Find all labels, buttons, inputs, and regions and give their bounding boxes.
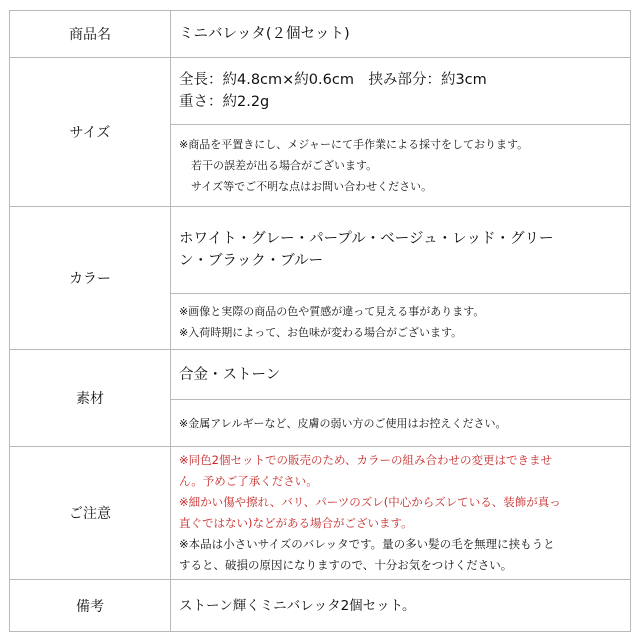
size-notes bbox=[171, 125, 631, 207]
caution-warning-line: ※同色2個セットでの販売のため、カラーの組み合わせの変更はできませ bbox=[179, 453, 552, 467]
row-caution bbox=[10, 447, 631, 580]
size-dimensions: 全長：約4.8cm×約0.6cm 挟み部分：約3cm bbox=[179, 72, 487, 88]
color-values bbox=[171, 207, 631, 294]
color-notes bbox=[171, 294, 631, 350]
color-note-line: ※画像と実際の商品の色や質感が違って見える事があります。 bbox=[179, 304, 485, 318]
color-label: カラー bbox=[10, 207, 171, 350]
material-value: 合金・ストーン bbox=[171, 350, 631, 400]
caution-info-line: すると、破損の原因になりますので、十分お気をつけください。 bbox=[179, 558, 513, 572]
size-label: サイズ bbox=[10, 58, 171, 207]
caution-warning-line: 直ぐではない)などがある場合がございます。 bbox=[179, 516, 413, 530]
row-color-main bbox=[10, 207, 631, 294]
size-values bbox=[171, 58, 631, 125]
row-product-name bbox=[10, 11, 631, 58]
color-list-line: ホワイト・グレー・パープル・ベージュ・レッド・グリー bbox=[179, 231, 554, 247]
row-size-main bbox=[10, 58, 631, 125]
color-note-line: ※入荷時期によって、お色味が変わる場合がございます。 bbox=[179, 325, 463, 339]
caution-warning-line: ん。予めご了承ください。 bbox=[179, 474, 318, 488]
row-material-main bbox=[10, 350, 631, 400]
caution-warning-line: ※細かい傷や擦れ、バリ、パーツのズレ(中心からズレている、装飾が真っ bbox=[179, 495, 561, 509]
product-spec-table bbox=[9, 10, 631, 632]
product-name-value: ミニバレッタ(２個セット) bbox=[171, 11, 631, 58]
material-note: ※金属アレルギーなど、皮膚の弱い方のご使用はお控えください。 bbox=[171, 400, 631, 447]
size-note-line: サイズ等でご不明な点はお問い合わせください。 bbox=[191, 180, 433, 193]
remarks-label: 備考 bbox=[10, 580, 171, 632]
size-note-line: 若干の誤差が出る場合がございます。 bbox=[191, 159, 378, 172]
size-note-line: ※商品を平置きにし、メジャーにて手作業による採寸をしております。 bbox=[179, 138, 529, 151]
caution-text bbox=[171, 447, 631, 580]
product-name-label: 商品名 bbox=[10, 11, 171, 58]
remarks-value: ストーン輝くミニバレッタ2個セット。 bbox=[171, 580, 631, 632]
caution-info-line: ※本品は小さいサイズのバレッタです。量の多い髪の毛を無理に挟もうと bbox=[179, 537, 555, 551]
color-list-line: ン・ブラック・ブルー bbox=[179, 253, 324, 269]
row-remarks bbox=[10, 580, 631, 632]
size-weight: 重さ：約2.2g bbox=[179, 94, 270, 110]
material-label: 素材 bbox=[10, 350, 171, 447]
caution-label: ご注意 bbox=[10, 447, 171, 580]
